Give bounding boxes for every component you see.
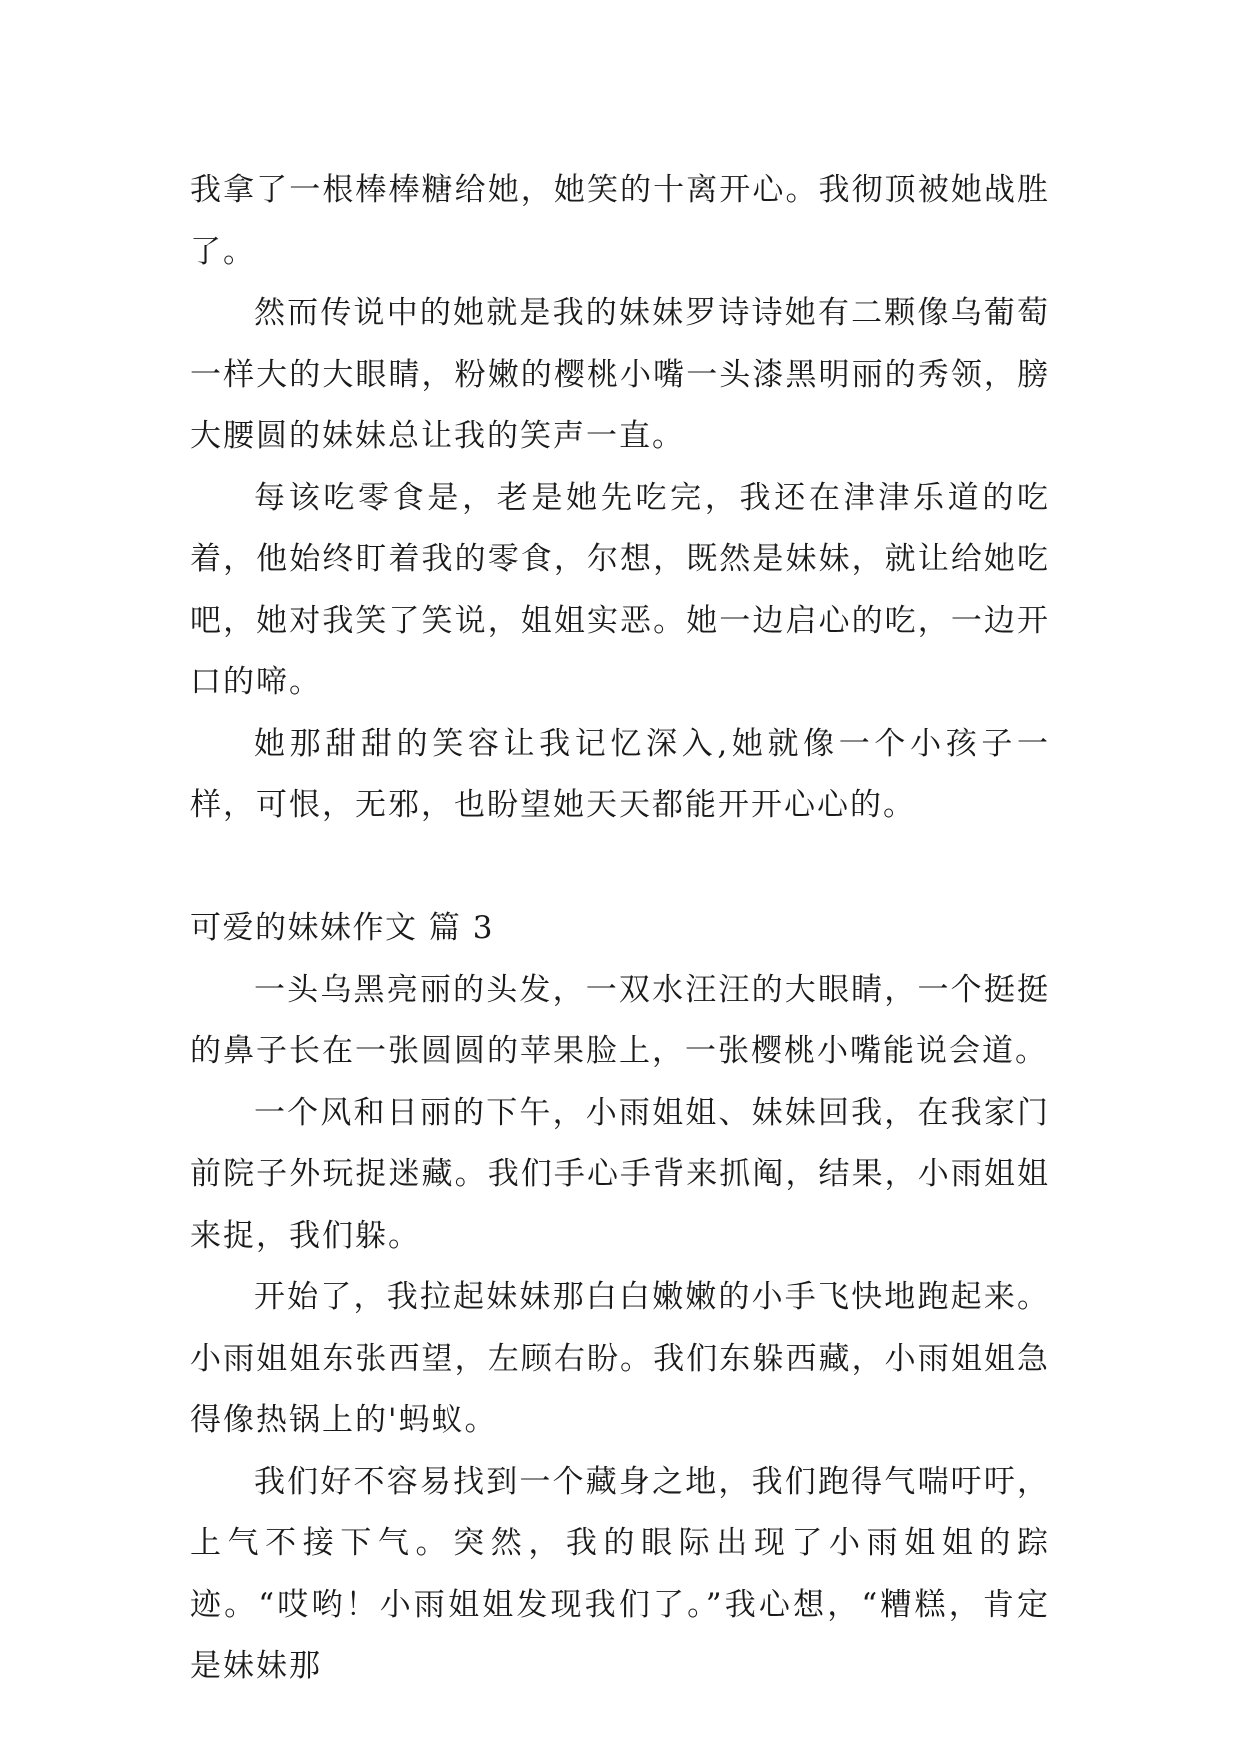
section-spacer bbox=[190, 837, 1050, 899]
paragraph-2: 然而传说中的她就是我的妹妹罗诗诗她有二颗像乌葡萄一样大的大眼睛，粉嫩的樱桃小嘴一头漆黑明丽的秀领，膀大腰圆的妹妹总让我的笑声一直。 bbox=[190, 295, 1050, 454]
section-heading: 可爱的妹妹作文 篇 3 bbox=[190, 910, 494, 946]
paragraph-7: 开始了，我拉起妹妹那白白嫩嫩的小手飞快地跑起来。小雨姐姐东张西望，左顾右盼。我们东躲西藏，小雨姐姐急得像热锅上的'蚂蚁。 bbox=[190, 1279, 1050, 1438]
paragraph-1: 我拿了一根棒棒糖给她，她笑的十离开心。我彻顶被她战胜了。 bbox=[190, 172, 1050, 270]
paragraph-3: 每该吃零食是，老是她先吃完，我还在津津乐道的吃着，他始终盯着我的零食，尔想，既然是妹妹，就让给她吃吧，她对我笑了笑说，姐姐实恶。她一边启心的吃，一边开口的啼。 bbox=[190, 479, 1050, 700]
paragraph-5: 一头乌黑亮丽的头发，一双水汪汪的大眼睛，一个挺挺的鼻子长在一张圆圆的苹果脸上，一张樱桃小嘴能说会道。 bbox=[190, 971, 1050, 1069]
paragraph-4: 她那甜甜的笑容让我记忆深入,她就像一个小孩子一样，可恨，无邪，也盼望她天天都能开开心心的。 bbox=[190, 725, 1050, 823]
paragraph-6: 一个风和日丽的下午，小雨姐姐、妹妹回我，在我家门前院子外玩捉迷藏。我们手心手背来抓阄，结果，小雨姐姐来捉，我们躲。 bbox=[190, 1094, 1050, 1254]
paragraph-8: 我们好不容易找到一个藏身之地，我们跑得气喘吁吁，上气不接下气。突然，我的眼际出现了小雨姐姐的踪迹。“哎哟！小雨姐姐发现我们了。”我心想，“糟糕，肯定是妹妹那 bbox=[190, 1463, 1050, 1684]
document-body bbox=[190, 160, 1050, 1698]
